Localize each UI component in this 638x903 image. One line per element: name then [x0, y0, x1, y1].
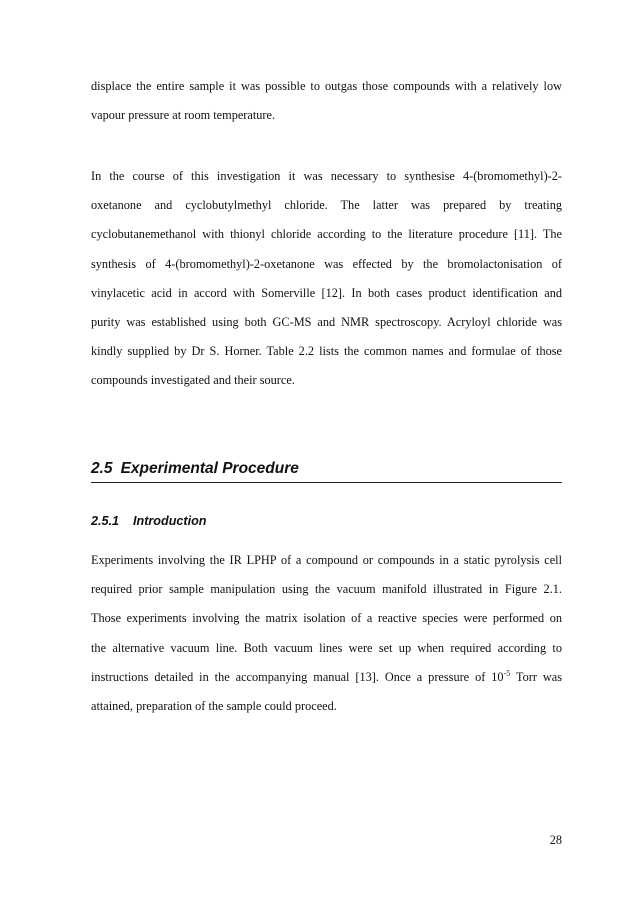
text-line: Experiments involving the IR LPHP of a compound or compounds in a static pyrolysis cell	[91, 553, 562, 567]
text-line: vapour pressure at room temperature.	[91, 108, 276, 123]
section-heading	[91, 458, 562, 483]
text-fragment: instructions detailed in the accompanying manual [13]. Once a pressure of 10	[91, 669, 504, 684]
text-line: displace the entire sample it was possible to outgas those compounds with a relatively low	[91, 79, 562, 93]
text-line: kindly supplied by Dr S. Horner. Table 2.2 lists the common names and formulae of those	[91, 344, 562, 359]
paragraph-synthesis	[91, 162, 562, 396]
paragraph-introduction	[91, 546, 562, 721]
subsection-title: Introduction	[133, 514, 207, 528]
subsection-number: 2.5.1	[91, 514, 120, 528]
page-number: 28	[549, 833, 562, 847]
section-title: Experimental Procedure	[120, 460, 299, 477]
section-number: 2.5	[91, 460, 113, 477]
text-line: synthesis of 4-(bromomethyl)-2-oxetanone was effected by the bromolactonisation of	[91, 256, 562, 271]
text-line: vinylacetic acid in accord with Somerville [12]. In both cases product identification and	[91, 285, 562, 300]
text-line: the alternative vacuum line. Both vacuum lines were set up when required according to	[91, 640, 562, 655]
text-line: attained, preparation of the sample could proceed.	[91, 699, 337, 714]
paragraph-outgassing	[91, 72, 562, 130]
text-line: purity was established using both GC-MS and NMR spectroscopy. Acryloyl chloride was	[91, 315, 562, 330]
text-line: In the course of this investigation it was necessary to synthesise 4-(bromomethyl)-2-	[91, 169, 562, 183]
text-line: compounds investigated and their source.	[91, 373, 295, 388]
text-fragment: Torr was	[510, 669, 562, 684]
text-line	[91, 663, 562, 692]
text-line: oxetanone and cyclobutylmethyl chloride. The latter was prepared by treating	[91, 198, 562, 213]
pressure-exponent: -5	[503, 668, 511, 678]
text-line: cyclobutanemethanol with thionyl chloride according to the literature procedure [11]. The	[91, 227, 562, 242]
text-line: required prior sample manipulation using the vacuum manifold illustrated in Figure 2.1.	[91, 582, 562, 597]
text-line: Those experiments involving the matrix isolation of a reactive species were performed on	[91, 611, 562, 626]
subsection-heading	[91, 512, 206, 530]
